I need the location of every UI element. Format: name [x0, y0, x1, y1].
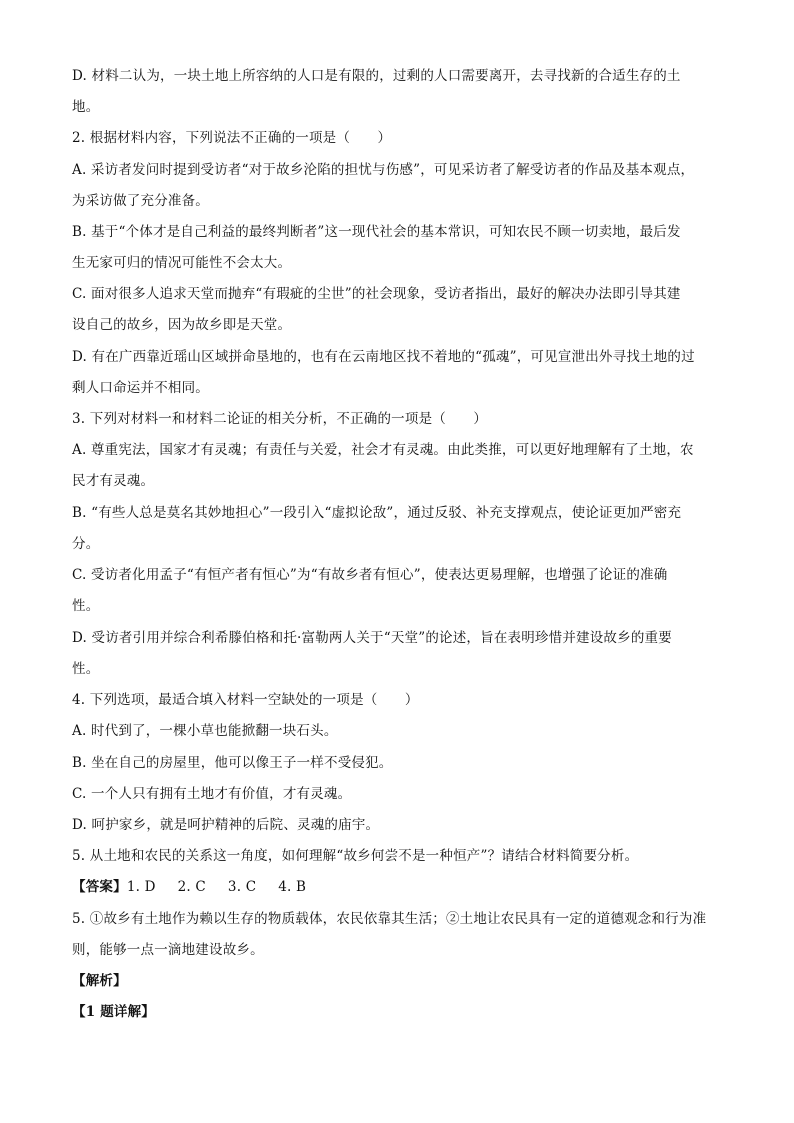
answer-5-line2: 则，能够一点一滴地建设故乡。	[72, 942, 264, 958]
answer-label: 【答案】	[72, 879, 127, 895]
answer-item-1: 1. D	[126, 879, 156, 895]
question-5-stem: 5. 从土地和农民的关系这一角度，如何理解“故乡何尝不是一种恒产”？请结合材料简要分析。	[72, 848, 639, 864]
question-2-stem: 2. 根据材料内容，下列说法不正确的一项是（ ）	[72, 130, 392, 146]
q3-option-b-line2: 分。	[72, 536, 100, 552]
q3-option-a-line2: 民才有灵魂。	[72, 473, 155, 489]
question-3-stem: 3. 下列对材料一和材料二论证的相关分析，不正确的一项是（ ）	[72, 411, 488, 427]
q3-option-d-line1: D. 受访者引用并综合利希滕伯格和托·富勒两人关于“天堂”的论述，旨在表明珍惜并建设故乡的重要	[72, 630, 672, 646]
q4-option-a: A. 时代到了，一棵小草也能掀翻一块石头。	[72, 723, 338, 739]
q3-option-b-line1: B. “有些人总是莫名其妙地担心”一段引入“虚拟论敌”，通过反驳、补充支撑观点，使论证更加严密充	[72, 505, 682, 521]
answer-line	[72, 877, 732, 897]
answer-item-2: 2. C	[177, 879, 206, 895]
question-4-stem: 4. 下列选项，最适合填入材料一空缺处的一项是（ ）	[72, 692, 419, 708]
q1-option-d-line2: 地。	[72, 99, 100, 115]
q2-option-b-line2: 生无家可归的情况可能性不会太大。	[72, 255, 292, 271]
q1-option-d-line1: D. 材料二认为，一块土地上所容纳的人口是有限的，过剩的人口需要离开，去寻找新的合适生存的土	[72, 68, 681, 84]
q2-option-c-line2: 设自己的故乡，因为故乡即是天堂。	[72, 317, 292, 333]
q4-option-c: C. 一个人只有拥有土地才有价值，才有灵魂。	[72, 786, 352, 802]
q4-option-d: D. 呵护家乡，就是呵护精神的后院、灵魂的庙宇。	[72, 817, 380, 833]
q2-option-a-line2: 为采访做了充分准备。	[72, 193, 209, 209]
q3-option-a-line1: A. 尊重宪法，国家才有灵魂；有责任与关爱，社会才有灵魂。由此类推，可以更好地理解有了土地，农	[72, 442, 694, 458]
q3-option-c-line2: 性。	[72, 598, 100, 614]
detail-label: 【1 题详解】	[72, 1004, 155, 1020]
analysis-label: 【解析】	[72, 973, 127, 989]
q2-option-a-line1: A. 采访者发问时提到受访者“对于故乡沦陷的担忧与伤感”，可见采访者了解受访者的作品及基本观点，	[72, 162, 695, 178]
q2-option-b-line1: B. 基于“个体才是自己利益的最终判断者”这一现代社会的基本常识，可知农民不顾一切卖地，最后发	[72, 224, 681, 240]
q2-option-c-line1: C. 面对很多人追求天堂而抛弃“有瑕疵的尘世”的社会现象，受访者指出，最好的解决办法即引导其建	[72, 286, 681, 302]
q3-option-d-line2: 性。	[72, 661, 100, 677]
q2-option-d-line1: D. 有在广西靠近瑶山区域拼命垦地的，也有在云南地区找不着地的“孤魂”，可见宣泄出外寻找土地的过	[72, 349, 695, 365]
q2-option-d-line2: 剩人口命运并不相同。	[72, 380, 209, 396]
answer-item-4: 4. B	[278, 879, 307, 895]
answer-5-line1: 5. ①故乡有土地作为赖以生存的物质载体，农民依靠其生活；②土地让农民具有一定的道德观念和行为准	[72, 911, 707, 927]
q4-option-b: B. 坐在自己的房屋里，他可以像王子一样不受侵犯。	[72, 755, 393, 771]
answer-item-3: 3. C	[227, 879, 257, 895]
q3-option-c-line1: C. 受访者化用孟子“有恒产者有恒心”为“有故乡者有恒心”，使表达更易理解，也增强了论证的准确	[72, 567, 668, 583]
